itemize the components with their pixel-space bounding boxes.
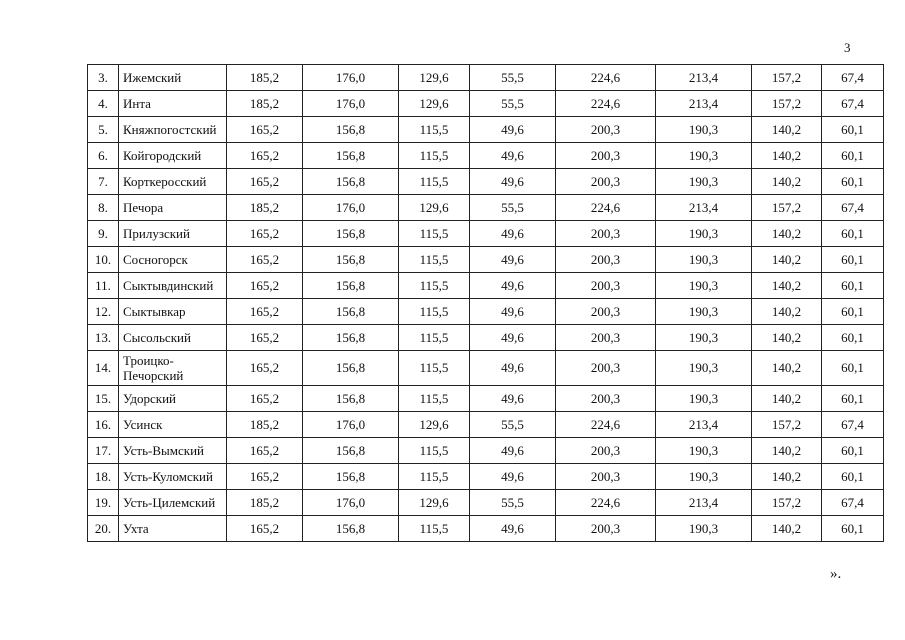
value-cell: 157,2 <box>752 91 822 117</box>
district-name: Сыктывдинский <box>119 273 227 299</box>
value-cell: 115,5 <box>399 273 470 299</box>
value-cell: 200,3 <box>556 299 656 325</box>
row-number: 11. <box>88 273 119 299</box>
value-cell: 140,2 <box>752 117 822 143</box>
value-cell: 185,2 <box>227 65 303 91</box>
value-cell: 176,0 <box>303 65 399 91</box>
district-name: Сосногорск <box>119 247 227 273</box>
value-cell: 185,2 <box>227 412 303 438</box>
value-cell: 213,4 <box>656 490 752 516</box>
value-cell: 140,2 <box>752 273 822 299</box>
value-cell: 156,8 <box>303 247 399 273</box>
table-row <box>88 516 884 542</box>
value-cell: 156,8 <box>303 516 399 542</box>
value-cell: 60,1 <box>822 247 884 273</box>
value-cell: 165,2 <box>227 169 303 195</box>
page-number: 3 <box>844 40 851 55</box>
value-cell: 115,5 <box>399 221 470 247</box>
table-row <box>88 299 884 325</box>
row-number: 6. <box>88 143 119 169</box>
district-name: Ухта <box>119 516 227 542</box>
value-cell: 176,0 <box>303 412 399 438</box>
value-cell: 49,6 <box>470 273 556 299</box>
district-name: Усть-Вымский <box>119 438 227 464</box>
value-cell: 185,2 <box>227 195 303 221</box>
value-cell: 60,1 <box>822 325 884 351</box>
table-row <box>88 464 884 490</box>
district-name: Печора <box>119 195 227 221</box>
value-cell: 156,8 <box>303 169 399 195</box>
row-number: 17. <box>88 438 119 464</box>
value-cell: 190,3 <box>656 325 752 351</box>
value-cell: 140,2 <box>752 386 822 412</box>
district-name: Троицко-Печорский <box>119 351 227 386</box>
row-number: 10. <box>88 247 119 273</box>
district-name: Удорский <box>119 386 227 412</box>
value-cell: 185,2 <box>227 91 303 117</box>
value-cell: 165,2 <box>227 221 303 247</box>
table-row <box>88 386 884 412</box>
value-cell: 213,4 <box>656 65 752 91</box>
value-cell: 55,5 <box>470 195 556 221</box>
value-cell: 165,2 <box>227 325 303 351</box>
value-cell: 115,5 <box>399 386 470 412</box>
value-cell: 60,1 <box>822 299 884 325</box>
value-cell: 60,1 <box>822 143 884 169</box>
value-cell: 165,2 <box>227 438 303 464</box>
value-cell: 224,6 <box>556 65 656 91</box>
value-cell: 176,0 <box>303 195 399 221</box>
value-cell: 55,5 <box>470 490 556 516</box>
value-cell: 200,3 <box>556 325 656 351</box>
value-cell: 67,4 <box>822 65 884 91</box>
value-cell: 140,2 <box>752 325 822 351</box>
district-name: Усть-Цилемский <box>119 490 227 516</box>
value-cell: 200,3 <box>556 438 656 464</box>
district-name: Усть-Куломский <box>119 464 227 490</box>
table-row <box>88 247 884 273</box>
value-cell: 190,3 <box>656 221 752 247</box>
value-cell: 140,2 <box>752 351 822 386</box>
row-number: 19. <box>88 490 119 516</box>
value-cell: 140,2 <box>752 464 822 490</box>
value-cell: 190,3 <box>656 169 752 195</box>
value-cell: 140,2 <box>752 169 822 195</box>
value-cell: 156,8 <box>303 351 399 386</box>
value-cell: 165,2 <box>227 386 303 412</box>
value-cell: 176,0 <box>303 490 399 516</box>
value-cell: 115,5 <box>399 464 470 490</box>
value-cell: 49,6 <box>470 325 556 351</box>
value-cell: 140,2 <box>752 247 822 273</box>
value-cell: 60,1 <box>822 221 884 247</box>
value-cell: 200,3 <box>556 386 656 412</box>
value-cell: 115,5 <box>399 247 470 273</box>
value-cell: 49,6 <box>470 247 556 273</box>
table-row <box>88 91 884 117</box>
value-cell: 200,3 <box>556 117 656 143</box>
value-cell: 200,3 <box>556 464 656 490</box>
rates-table <box>87 64 884 542</box>
table-row <box>88 490 884 516</box>
value-cell: 190,3 <box>656 143 752 169</box>
table-row <box>88 65 884 91</box>
value-cell: 129,6 <box>399 195 470 221</box>
value-cell: 200,3 <box>556 351 656 386</box>
value-cell: 156,8 <box>303 386 399 412</box>
value-cell: 165,2 <box>227 117 303 143</box>
table-row <box>88 325 884 351</box>
value-cell: 140,2 <box>752 438 822 464</box>
value-cell: 190,3 <box>656 438 752 464</box>
value-cell: 165,2 <box>227 247 303 273</box>
value-cell: 60,1 <box>822 273 884 299</box>
value-cell: 176,0 <box>303 91 399 117</box>
value-cell: 200,3 <box>556 221 656 247</box>
value-cell: 165,2 <box>227 143 303 169</box>
value-cell: 200,3 <box>556 247 656 273</box>
row-number: 7. <box>88 169 119 195</box>
value-cell: 165,2 <box>227 273 303 299</box>
value-cell: 49,6 <box>470 221 556 247</box>
value-cell: 49,6 <box>470 299 556 325</box>
value-cell: 156,8 <box>303 273 399 299</box>
district-name: Княжпогостский <box>119 117 227 143</box>
value-cell: 140,2 <box>752 516 822 542</box>
value-cell: 60,1 <box>822 117 884 143</box>
table-row <box>88 169 884 195</box>
value-cell: 190,3 <box>656 273 752 299</box>
value-cell: 200,3 <box>556 169 656 195</box>
value-cell: 140,2 <box>752 299 822 325</box>
value-cell: 156,8 <box>303 299 399 325</box>
value-cell: 190,3 <box>656 351 752 386</box>
value-cell: 55,5 <box>470 65 556 91</box>
value-cell: 140,2 <box>752 143 822 169</box>
value-cell: 200,3 <box>556 273 656 299</box>
value-cell: 190,3 <box>656 299 752 325</box>
value-cell: 60,1 <box>822 464 884 490</box>
value-cell: 129,6 <box>399 490 470 516</box>
value-cell: 55,5 <box>470 91 556 117</box>
row-number: 20. <box>88 516 119 542</box>
row-number: 8. <box>88 195 119 221</box>
row-number: 9. <box>88 221 119 247</box>
value-cell: 129,6 <box>399 65 470 91</box>
row-number: 3. <box>88 65 119 91</box>
value-cell: 200,3 <box>556 516 656 542</box>
value-cell: 190,3 <box>656 386 752 412</box>
table-row <box>88 195 884 221</box>
district-name: Ижемский <box>119 65 227 91</box>
value-cell: 67,4 <box>822 490 884 516</box>
value-cell: 49,6 <box>470 117 556 143</box>
closing-quote: ». <box>830 566 842 582</box>
value-cell: 129,6 <box>399 91 470 117</box>
value-cell: 190,3 <box>656 247 752 273</box>
value-cell: 115,5 <box>399 169 470 195</box>
value-cell: 190,3 <box>656 516 752 542</box>
value-cell: 115,5 <box>399 143 470 169</box>
value-cell: 156,8 <box>303 143 399 169</box>
district-name: Койгородский <box>119 143 227 169</box>
row-number: 16. <box>88 412 119 438</box>
value-cell: 115,5 <box>399 117 470 143</box>
district-name: Прилузский <box>119 221 227 247</box>
value-cell: 49,6 <box>470 438 556 464</box>
value-cell: 165,2 <box>227 464 303 490</box>
table-row <box>88 221 884 247</box>
table-row <box>88 412 884 438</box>
value-cell: 49,6 <box>470 464 556 490</box>
value-cell: 60,1 <box>822 169 884 195</box>
value-cell: 49,6 <box>470 351 556 386</box>
value-cell: 49,6 <box>470 516 556 542</box>
value-cell: 49,6 <box>470 143 556 169</box>
value-cell: 115,5 <box>399 438 470 464</box>
value-cell: 165,2 <box>227 351 303 386</box>
value-cell: 60,1 <box>822 516 884 542</box>
value-cell: 55,5 <box>470 412 556 438</box>
row-number: 14. <box>88 351 119 386</box>
value-cell: 200,3 <box>556 143 656 169</box>
value-cell: 115,5 <box>399 516 470 542</box>
value-cell: 224,6 <box>556 412 656 438</box>
value-cell: 156,8 <box>303 117 399 143</box>
district-name: Усинск <box>119 412 227 438</box>
value-cell: 49,6 <box>470 386 556 412</box>
value-cell: 157,2 <box>752 65 822 91</box>
row-number: 13. <box>88 325 119 351</box>
value-cell: 224,6 <box>556 490 656 516</box>
value-cell: 60,1 <box>822 386 884 412</box>
value-cell: 156,8 <box>303 325 399 351</box>
value-cell: 49,6 <box>470 169 556 195</box>
value-cell: 156,8 <box>303 221 399 247</box>
row-number: 5. <box>88 117 119 143</box>
value-cell: 224,6 <box>556 195 656 221</box>
value-cell: 67,4 <box>822 91 884 117</box>
table-row <box>88 351 884 386</box>
value-cell: 60,1 <box>822 438 884 464</box>
value-cell: 213,4 <box>656 195 752 221</box>
value-cell: 129,6 <box>399 412 470 438</box>
district-name: Сыктывкар <box>119 299 227 325</box>
row-number: 12. <box>88 299 119 325</box>
value-cell: 115,5 <box>399 325 470 351</box>
value-cell: 67,4 <box>822 195 884 221</box>
value-cell: 165,2 <box>227 299 303 325</box>
district-name: Инта <box>119 91 227 117</box>
value-cell: 185,2 <box>227 490 303 516</box>
value-cell: 115,5 <box>399 351 470 386</box>
value-cell: 213,4 <box>656 412 752 438</box>
value-cell: 140,2 <box>752 221 822 247</box>
table-row <box>88 273 884 299</box>
value-cell: 157,2 <box>752 412 822 438</box>
value-cell: 67,4 <box>822 412 884 438</box>
value-cell: 165,2 <box>227 516 303 542</box>
table-row <box>88 117 884 143</box>
value-cell: 224,6 <box>556 91 656 117</box>
table-body <box>88 65 884 542</box>
district-name: Корткеросский <box>119 169 227 195</box>
value-cell: 157,2 <box>752 490 822 516</box>
row-number: 18. <box>88 464 119 490</box>
value-cell: 190,3 <box>656 464 752 490</box>
district-name: Сысольский <box>119 325 227 351</box>
row-number: 15. <box>88 386 119 412</box>
value-cell: 115,5 <box>399 299 470 325</box>
value-cell: 60,1 <box>822 351 884 386</box>
value-cell: 157,2 <box>752 195 822 221</box>
value-cell: 213,4 <box>656 91 752 117</box>
value-cell: 156,8 <box>303 464 399 490</box>
table-row <box>88 143 884 169</box>
value-cell: 190,3 <box>656 117 752 143</box>
table-row <box>88 438 884 464</box>
row-number: 4. <box>88 91 119 117</box>
value-cell: 156,8 <box>303 438 399 464</box>
